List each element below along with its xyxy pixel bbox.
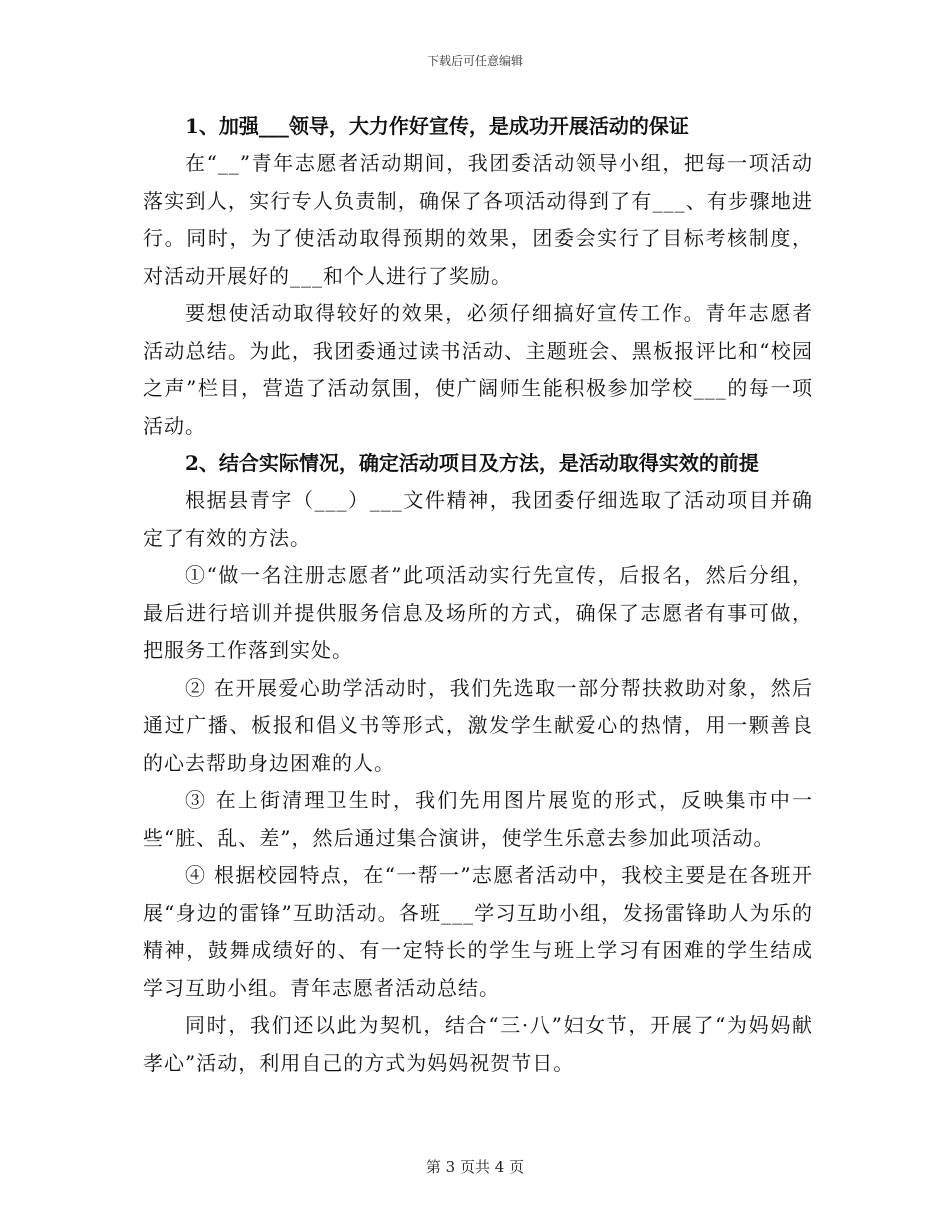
section-2-heading: 2、结合实际情况，确定活动项目及方法，是活动取得实效的前提 bbox=[185, 451, 759, 475]
section-1-paragraph-1: 在“__”青年志愿者活动期间，我团委活动领导小组，把每一项活动落实到人，实行专人负责制，确保了各项活动得到了有___、有步骤地进行。同时，为了使活动取得预期的效果，团委会实行了目标考核制度，对活动开展好的___和个人进行了奖励。 bbox=[143, 151, 813, 288]
section-2-item-4: ④ 根据校园特点，在“一帮一”志愿者活动中，我校主要是在各班开展“身边的雷锋”互助活动。各班___学习互助小组，发扬雷锋助人为乐的精神，鼓舞成绩好的、有一定特长的学生与班上学习有困难的学生结成学习互助小组。青年志愿者活动总结。 bbox=[143, 863, 813, 1000]
section-1-paragraph-2: 要想使活动取得较好的效果，必须仔细搞好宣传工作。青年志愿者活动总结。为此，我团委通过读书活动、主题班会、黑板报评比和“校园之声”栏目，营造了活动氛围，使广阔师生能积极参加学校___的每一项活动。 bbox=[143, 301, 813, 438]
document-body bbox=[143, 108, 813, 1082]
page-number-footer: 第 3 页共 4 页 bbox=[425, 1158, 525, 1176]
section-2-item-2: ② 在开展爱心助学活动时，我们先选取一部分帮扶救助对象，然后通过广播、板报和倡义书等形式，激发学生献爱心的热情，用一颗善良的心去帮助身边困难的人。 bbox=[143, 675, 813, 775]
section-1-heading: 1、加强___领导，大力作好宣传，是成功开展活动的保证 bbox=[185, 114, 689, 138]
section-2-paragraph-1: 根据县青字（___）___文件精神，我团委仔细选取了活动项目并确定了有效的方法。 bbox=[143, 488, 813, 550]
section-2-item-3: ③ 在上街清理卫生时，我们先用图片展览的形式，反映集市中一些“脏、乱、差”，然后通过集合演讲，使学生乐意去参加此项活动。 bbox=[143, 788, 813, 850]
section-2-item-1: ①“做一名注册志愿者”此项活动实行先宣传，后报名，然后分组，最后进行培训并提供服务信息及场所的方式，确保了志愿者有事可做，把服务工作落到实处。 bbox=[143, 563, 813, 662]
section-2-closing-paragraph: 同时，我们还以此为契机，结合“三·八”妇女节，开展了“为妈妈献孝心”活动，利用自己的方式为妈妈祝贺节日。 bbox=[143, 1013, 813, 1075]
page-header-note: 下载后可任意编辑 bbox=[426, 54, 523, 68]
